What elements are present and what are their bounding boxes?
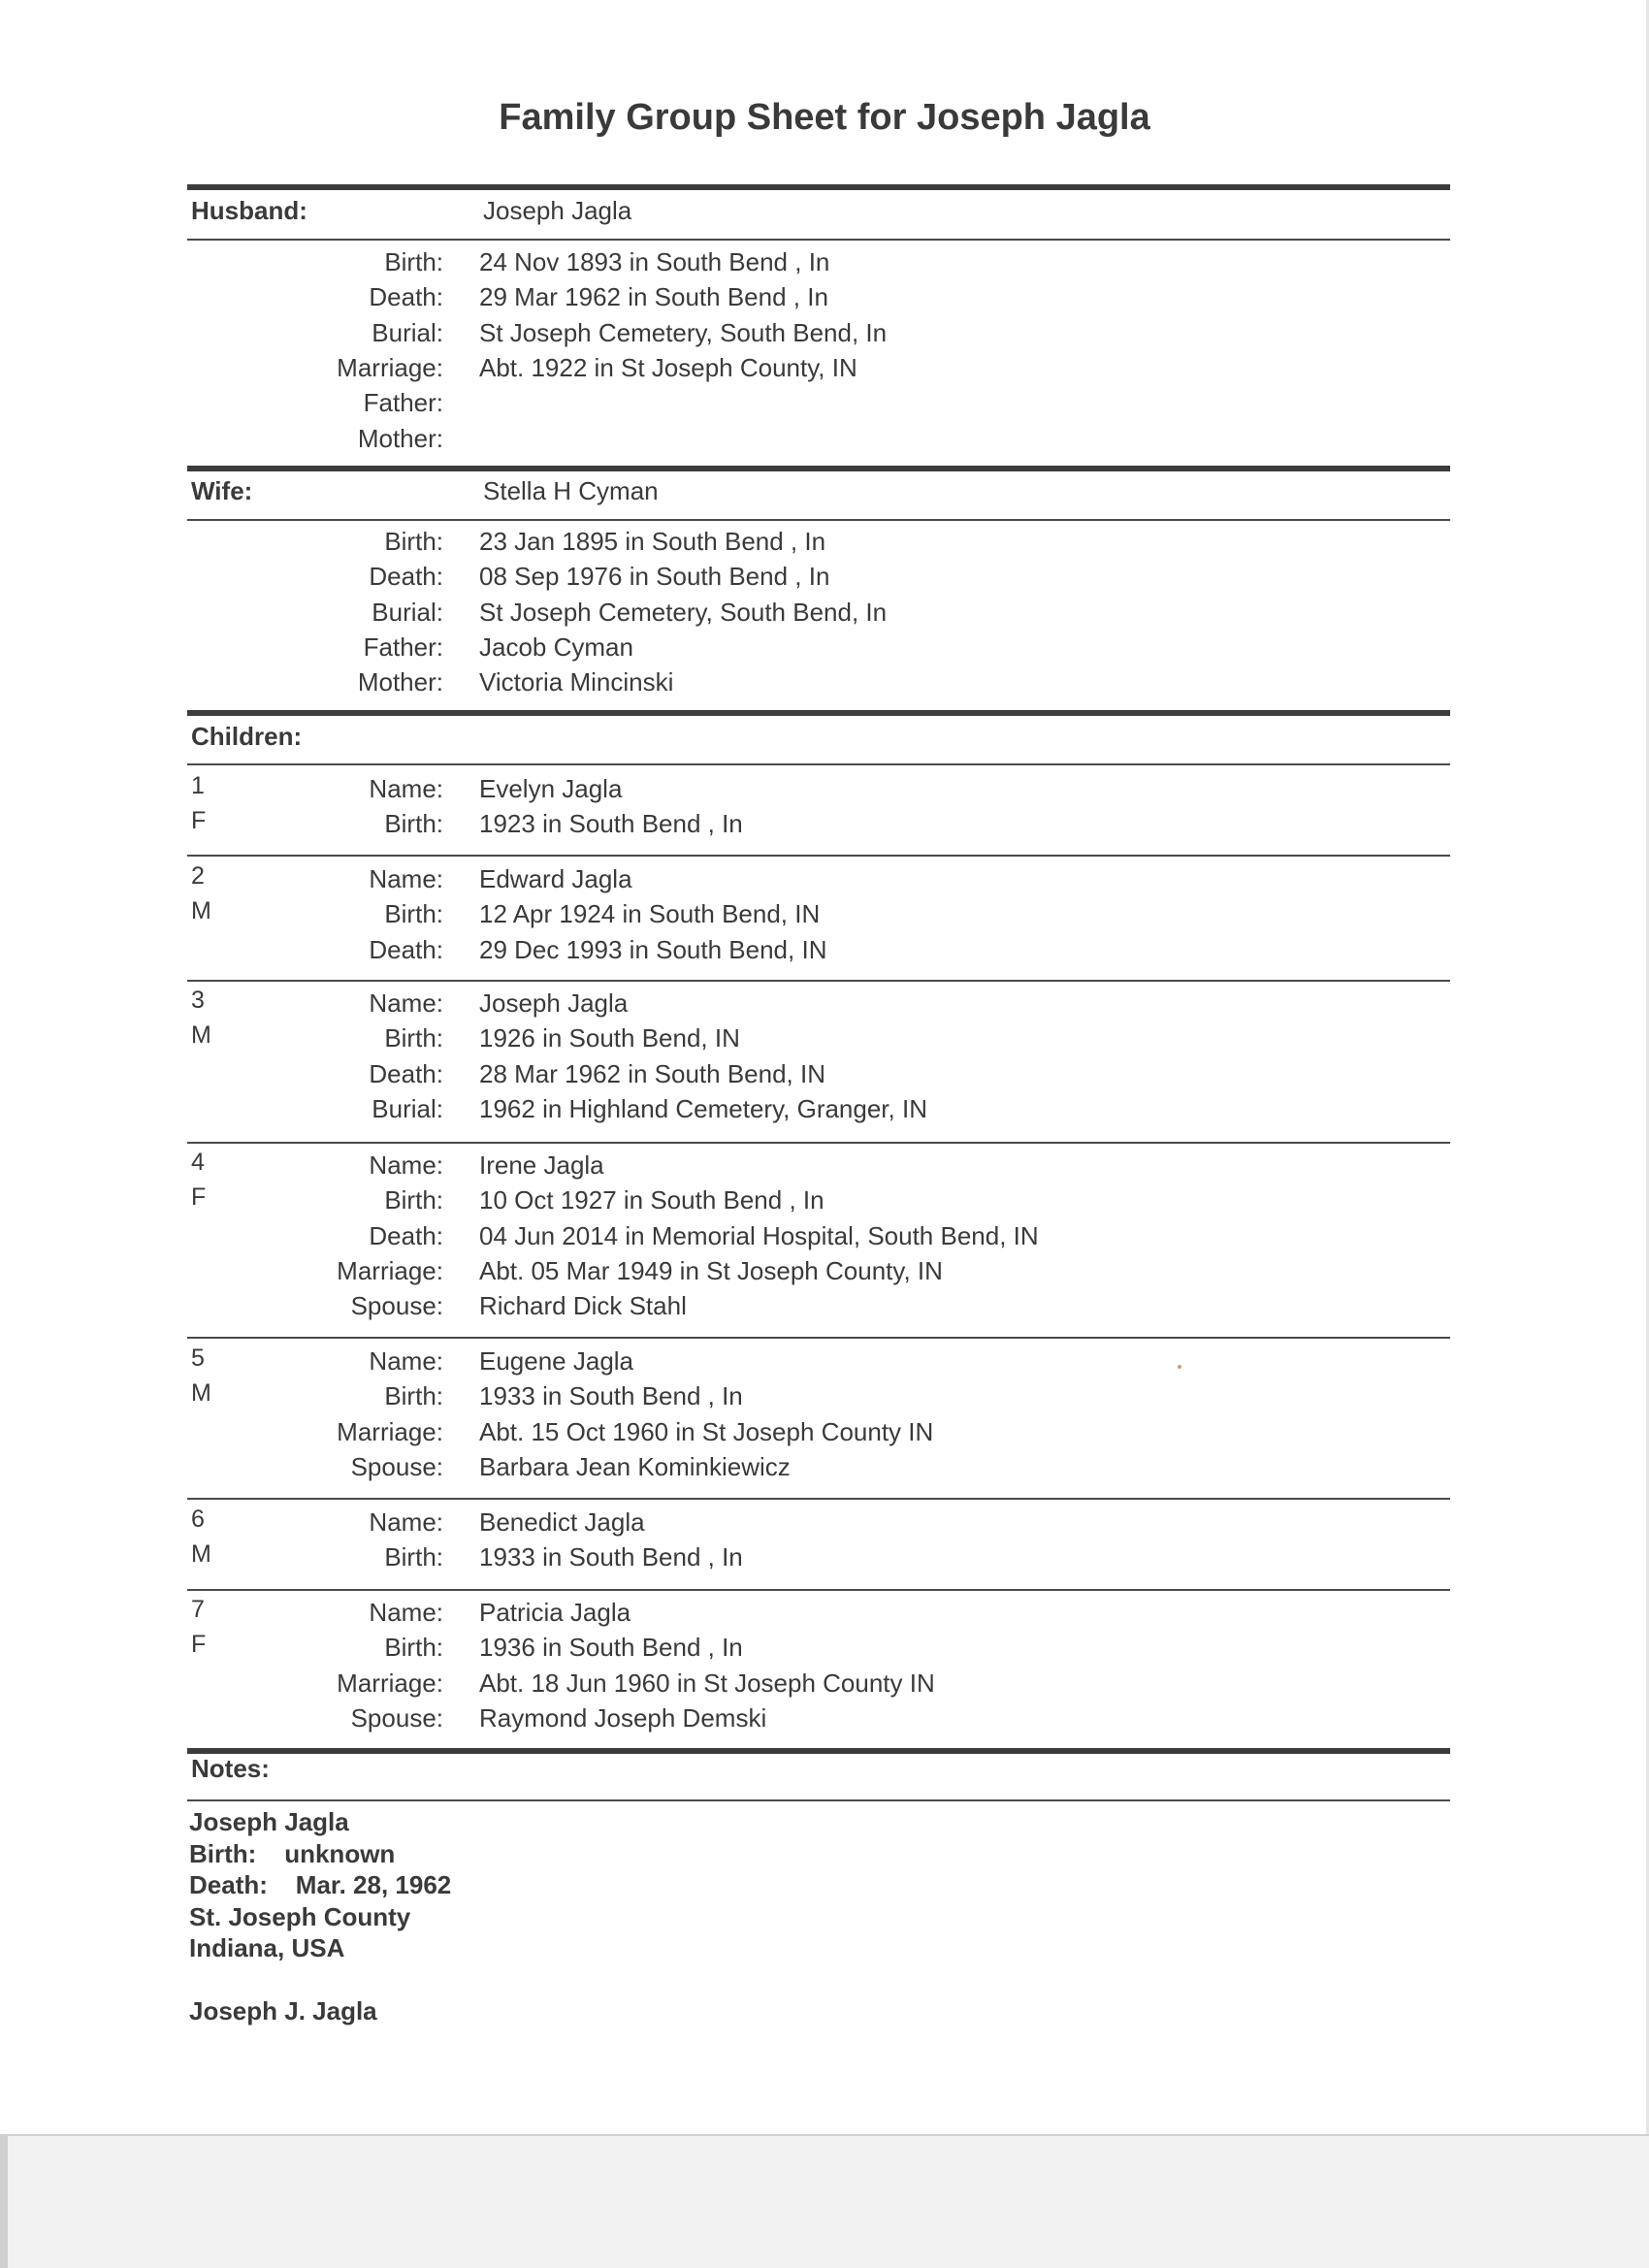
child-field-value: 04 Jun 2014 in Memorial Hospital, South Bend, IN [479, 1220, 1039, 1250]
child-field-value: 1933 in South Bend , In [479, 1542, 743, 1572]
husband-field-value: 24 Nov 1893 in South Bend , In [479, 247, 830, 276]
section-divider [187, 239, 1450, 241]
husband-field-value: 29 Mar 1962 in South Bend , In [479, 282, 828, 312]
child-number: 4 [191, 1149, 205, 1176]
child-divider [187, 980, 1450, 982]
child-field-label: Birth: [384, 1185, 443, 1215]
husband-field-label: Death: [369, 282, 443, 312]
child-divider [187, 1498, 1450, 1500]
child-sex: F [191, 1183, 207, 1211]
husband-field-label: Marriage: [337, 352, 443, 382]
child-divider [187, 1589, 1450, 1591]
husband-field-value: Abt. 1922 in St Joseph County, IN [479, 352, 857, 382]
child-field-value: Edward Jagla [479, 864, 632, 893]
child-field-value: 1962 in Highland Cemetery, Granger, IN [479, 1093, 927, 1123]
scan-edge [0, 2134, 8, 2268]
husband-field-label: Father: [363, 388, 443, 418]
wife-label: Wife: [191, 476, 253, 505]
child-number: 5 [191, 1345, 205, 1372]
child-field-value: 29 Dec 1993 in South Bend, IN [479, 934, 827, 964]
child-field-label: Name: [369, 1598, 443, 1627]
wife-field-label: Father: [363, 632, 443, 662]
child-field-label: Name: [369, 1346, 443, 1376]
child-field-value: Eugene Jagla [479, 1346, 634, 1376]
child-number: 7 [191, 1596, 205, 1623]
child-field-label: Marriage: [337, 1668, 443, 1698]
child-field-value: Patricia Jagla [479, 1598, 631, 1627]
child-number: 6 [191, 1506, 205, 1533]
scanner-background [0, 2134, 1649, 2268]
child-field-value: Abt. 05 Mar 1949 in St Joseph County, IN [479, 1255, 943, 1285]
child-field-label: Name: [369, 774, 443, 803]
children-label: Children: [191, 722, 303, 751]
child-field-value: 12 Apr 1924 in South Bend, IN [479, 899, 821, 929]
page-title: Family Group Sheet for Joseph Jagla [499, 97, 1150, 138]
child-number: 3 [191, 987, 205, 1014]
child-field-value: Barbara Jean Kominkiewicz [479, 1451, 791, 1481]
child-field-value: 28 Mar 1962 in South Bend, IN [479, 1058, 826, 1088]
section-rule [187, 710, 1450, 716]
scan-edge [0, 2134, 1649, 2136]
husband-field-label: Birth: [384, 247, 443, 276]
child-field-value: 1933 in South Bend , In [479, 1381, 743, 1411]
child-field-value: Evelyn Jagla [479, 774, 623, 803]
child-divider [187, 855, 1450, 857]
note-line: Joseph Jagla [189, 1807, 349, 1836]
child-field-value: Benedict Jagla [479, 1507, 645, 1537]
child-field-label: Marriage: [337, 1416, 443, 1446]
child-field-label: Name: [369, 988, 443, 1018]
child-field-label: Name: [369, 1507, 443, 1537]
child-field-label: Birth: [384, 1023, 443, 1053]
child-field-label: Death: [369, 934, 443, 964]
child-sex: F [191, 1631, 207, 1658]
wife-field-label: Mother: [357, 667, 443, 697]
husband-name: Joseph Jagla [483, 196, 632, 225]
child-field-label: Birth: [384, 899, 443, 929]
child-field-label: Birth: [384, 1542, 443, 1572]
child-number: 2 [191, 862, 205, 890]
child-field-value: Raymond Joseph Demski [479, 1702, 767, 1733]
husband-field-label: Mother: [357, 423, 443, 453]
child-field-value: Abt. 18 Jun 1960 in St Joseph County IN [479, 1668, 935, 1698]
wife-field-value: St Joseph Cemetery, South Bend, In [479, 597, 888, 627]
child-field-label: Marriage: [337, 1255, 443, 1285]
note-line: Indiana, USA [189, 1933, 345, 1962]
child-field-label: Spouse: [350, 1451, 443, 1481]
note-line: Death: Mar. 28, 1962 [189, 1870, 452, 1899]
child-field-value: 1926 in South Bend, IN [479, 1023, 740, 1053]
child-field-value: Joseph Jagla [479, 988, 629, 1018]
wife-field-label: Burial: [372, 597, 443, 627]
child-field-value: Abt. 15 Oct 1960 in St Joseph County IN [479, 1416, 934, 1446]
wife-field-value: 23 Jan 1895 in South Bend , In [479, 527, 826, 556]
child-field-label: Spouse: [350, 1702, 443, 1733]
wife-field-value: 08 Sep 1976 in South Bend , In [479, 562, 830, 592]
note-line: Birth: unknown [189, 1839, 396, 1868]
child-field-value: 10 Oct 1927 in South Bend , In [479, 1185, 824, 1215]
note-line: Joseph J. Jagla [189, 1996, 377, 2025]
wife-name: Stella H Cyman [483, 476, 659, 505]
section-rule [187, 466, 1450, 471]
section-rule [187, 1748, 1450, 1754]
wife-field-label: Birth: [384, 527, 443, 556]
child-field-label: Name: [369, 1150, 443, 1180]
note-line: St. Joseph County [189, 1902, 411, 1931]
husband-field-label: Burial: [372, 317, 443, 347]
scan-speck [1178, 1365, 1181, 1369]
child-sex: M [191, 1379, 211, 1407]
child-field-label: Spouse: [350, 1291, 443, 1321]
notes-label: Notes: [191, 1754, 270, 1783]
child-sex: M [191, 897, 211, 924]
child-sex: M [191, 1021, 211, 1049]
child-field-value: Richard Dick Stahl [479, 1291, 687, 1321]
child-sex: M [191, 1540, 211, 1568]
section-rule [187, 184, 1450, 190]
wife-field-value: Jacob Cyman [479, 632, 633, 662]
child-field-label: Birth: [384, 809, 443, 839]
wife-field-value: Victoria Mincinski [479, 667, 674, 697]
husband-label: Husband: [191, 196, 307, 225]
child-field-label: Birth: [384, 1633, 443, 1663]
child-field-label: Death: [369, 1220, 443, 1250]
child-field-label: Burial: [372, 1093, 443, 1123]
child-divider [187, 1142, 1450, 1144]
child-number: 1 [191, 772, 205, 799]
child-field-value: 1936 in South Bend , In [479, 1633, 743, 1663]
section-divider [187, 1799, 1450, 1801]
section-divider [187, 763, 1450, 765]
child-field-value: 1923 in South Bend , In [479, 809, 743, 839]
child-divider [187, 1337, 1450, 1339]
child-sex: F [191, 807, 207, 834]
child-field-value: Irene Jagla [479, 1150, 604, 1180]
child-field-label: Name: [369, 864, 443, 893]
wife-field-label: Death: [369, 562, 443, 592]
child-field-label: Birth: [384, 1381, 443, 1411]
section-divider [187, 519, 1450, 521]
husband-field-value: St Joseph Cemetery, South Bend, In [479, 317, 888, 347]
child-field-label: Death: [369, 1058, 443, 1088]
